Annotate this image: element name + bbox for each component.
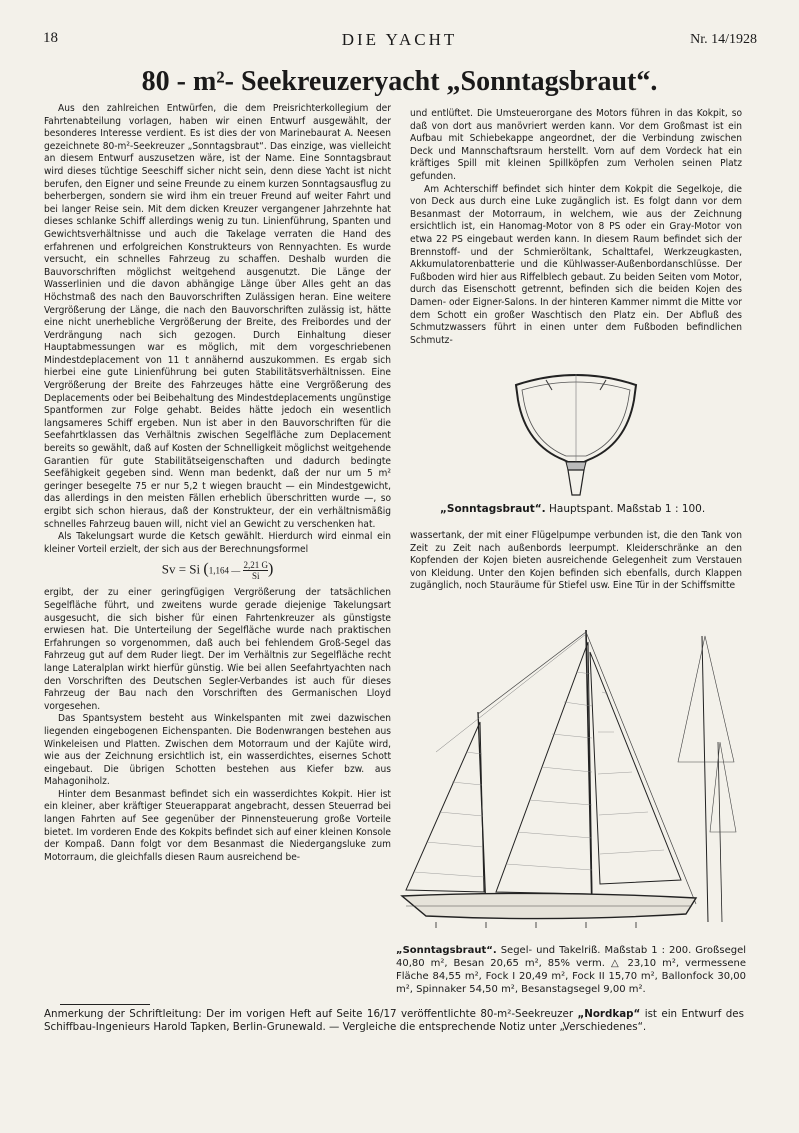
paragraph: Das Spantsystem besteht aus Winkelspanten mit zwei dazwischen liegenden eingebogenen Eichenspanten. Die Bodenwrangen bestehen aus Winkeleisen und Platten. Zwischen dem Motorraum und der Kajüte wird, wie aus der Zeichnung ersichtlich ist, ein wasserdichtes, eisernes Schott eingebaut. Die übrigen Schotten bestehen aus Kiefer bzw. aus Mahagoniholz. bbox=[44, 713, 391, 788]
paragraph: Als Takelungsart wurde die Ketsch gewählt. Hierdurch wird einmal ein kleiner Vorteil erzielt, der sich aus der Berechnungsformel bbox=[44, 531, 391, 555]
formula-denominator: Si bbox=[251, 571, 260, 582]
sail-plan-drawing bbox=[396, 622, 746, 940]
issue-number: Nr. 14/1928 bbox=[690, 32, 757, 47]
article-headline: 80 - m²- Seekreuzeryacht „Sonntagsbraut“. bbox=[141, 66, 658, 97]
paragraph: Am Achterschiff befindet sich hinter dem Kokpit die Segelkoje, die von Deck aus durch eine Luke zugänglich ist. Es folgt dann vor dem Besanmast der Motorraum, in welchem, wie aus der Zeichnung ersichtlich ist, ein Hanomag-Motor von 8 PS oder ein Gray-Motor von etwa 22 PS eingebaut werden kann. In diesem Raum befindet sich der Brennstoff- und der Schmieröltank, Schalttafel, Werkzeugkasten, Akkumulatorenbatterie und die Kühlwasser-Außenbordanschlüsse. Der Fußboden wird hier aus Riffelblech gebaut. Zu beiden Seiten vom Motor, durch das Eisenschott getrennt, befinden sich die beiden Kojen des Damen- oder Eigner-Salons. In der hinteren Kammer nimmt die Mitte vor dem Schott ein großer Waschtisch den Platz ein. Der Abfluß des Schmutzwassers führt in einen unter dem Fußboden befindlichen Schmutz- bbox=[410, 183, 742, 346]
hull-caption bbox=[440, 503, 740, 515]
sail-area-formula: Sv = Si (1,164 — $\frac{2,21 G}{Si}$ ) bbox=[161, 560, 274, 582]
footnote-bold: „Nordkap“ bbox=[577, 1008, 641, 1020]
sail-plan-caption bbox=[396, 944, 746, 996]
formula-inner: 1,164 — bbox=[208, 565, 241, 576]
hull-caption-text: Hauptspant. Maßstab 1 : 100. bbox=[549, 503, 706, 515]
left-column bbox=[44, 103, 391, 864]
page-number: 18 bbox=[43, 30, 58, 46]
formula-numerator: 2,21 G bbox=[243, 560, 268, 571]
paragraph: und entlüftet. Die Umsteuerorgane des Motors führen in das Kokpit, so daß von dort aus manövriert werden kann. Vor dem Großmast ist ein Aufbau mit Schiebekappe angeordnet, der die Verbindung zwischen Deck und Mannschaftsraum herstellt. Vorn auf dem Vordeck hat ein kräftiges Spill mit kleinen Spillköpfen zum Verholen seinen Platz gefunden. bbox=[410, 108, 742, 182]
right-column-top bbox=[410, 108, 742, 347]
footnote-tail: ist ein Entwurf des Schiffbau-Ingenieurs Harold Tapken, Berlin-Grunewald. — Vergleiche die entsprechende Notiz unter „Verschiedenes“. bbox=[44, 1008, 744, 1033]
footnote-divider bbox=[60, 1004, 150, 1005]
hull-section-drawing bbox=[506, 370, 646, 500]
journal-title: DIE YACHT bbox=[341, 30, 458, 49]
hull-caption-name: „Sonntagsbraut“. bbox=[440, 503, 546, 515]
editorial-footnote bbox=[44, 1008, 744, 1034]
footnote-lead: Anmerkung der Schriftleitung: Der im vorigen Heft auf Seite 16/17 veröffentlichte 80-m²-Seekreuzer bbox=[44, 1008, 578, 1020]
sail-caption-text: Segel- und Takelriß. Maßstab 1 : 200. Großsegel 40,80 m², Besan 20,65 m², 85% verm. △ 23,10 m², vermessene Fläche 84,55 m², Fock I 20,49 m², Fock II 15,70 m², Ballonfock 30,00 m², Spinnaker 54,50 m², Besanstagsegel 9,00 m². bbox=[396, 945, 746, 995]
paragraph: wassertank, der mit einer Flügelpumpe verbunden ist, die den Tank von Zeit zu Zeit nach außenbords leerpumpt. Kleiderschränke an den Kopfenden der Kojen bieten ausreichende Gelegenheit zum Verstauen von Kleidung. Unter den Kojen befinden sich ebenfalls, durch Klappen zugänglich, noch Stauräume für Stiefel usw. Eine Tür in der Schiffsmitte bbox=[410, 530, 742, 592]
formula-lhs: Sv = Si bbox=[161, 561, 201, 577]
paragraph: ergibt, der zu einer geringfügigen Vergrößerung der tatsächlichen Segelfläche führt, und zweitens wurde gerade diejenige Takelungsart ausgesucht, die sich bisher für einen Fahrtenkreuzer als günstigste erwiesen hat. Die Unterteilung der Segelfläche wurde nach praktischen Erfahrungen so vorgenommen, daß auch bei fehlendem Groß-Segel das Fahrzeug gut auf dem Ruder liegt. Der im Verhältnis zur Segelfläche recht lange Lateralplan wirkt hierfür günstig. Wie bei allen Seefahrtyachten nach den Vorschriften des Deutschen Segler-Verbandes ist auch für dieses Fahrzeug der Bau nach den Vorschriften des Germanischen Lloyd vorgesehen. bbox=[44, 587, 391, 712]
sail-caption-name: „Sonntagsbraut“. bbox=[396, 945, 497, 956]
paragraph: Aus den zahlreichen Entwürfen, die dem Preisrichterkollegium der Fahrtenabteilung vorlagen, haben wir einen Entwurf ausgewählt, der besonderes Interesse verdient. Es ist dies der von Marinebaurat A. Neesen gezeichnete 80-m²-Seekreuzer „Sonntagsbraut“. Das einzige, was vielleicht an diesem Entwurf auszusetzen wäre, ist der Name. Eine Sonntagsbraut wird dieses tüchtige Seeschiff sicher nicht sein, denn diese Yacht ist nicht berufen, den Eigner und seine Freunde zu einem kurzen Sonntagsausflug zu beherbergen, sondern sie wird ihm ein treuer Freund auf weiter Fahrt und bei langer Reise sein. Mit dem dicken Kreuzer vergangener Jahrzehnte hat dieses schlanke Schiff allerdings wenig zu tun. Linienführung, Spanten und Gewichtsverhältnisse und auch die Takelage verraten die Hand des erfahrenen und erfolgreichen Konstrukteurs von Rennyachten. Es wurde versucht, ein schnelles Fahrzeug zu schaffen. Deshalb wurden die Bauvorschriften möglichst weitgehend ausgenutzt. Die Länge der Wasserlinien und die davon abhängige Länge über Alles geht an das Höchstmaß des nach den Bauvorschriften Zulässigen heran. Eine weitere Vergrößerung der Länge, die nach den Bauvorschriften zulässig ist, hätte eine nicht unerhebliche Vergrößerung der Breite, des Freibordes und der Verdrängung nach sich gezogen. Durch Einhaltung dieser Hauptabmessungen war es möglich, mit dem vorgeschriebenen Mindestdeplacement von 11 t annähernd auszukommen. Es ergab sich hierbei eine gute Linienführung bei guten Stabilitätsverhältnissen. Eine Vergrößerung der Breite des Fahrzeuges hätte eine Vergrößerung des Deplacements oder bei Beibehaltung des Mindestdeplacements ungünstige Spantformen zur Folge gehabt. Beides hätte jedoch ein wesentlich langsameres Schiff ergeben. Nun ist aber in den Bauvorschriften für die Seefahrtklassen das Verhältnis zwischen Segelfläche zum Deplacement bereits so gewählt, daß auf Kosten der Schnelligkeit möglichst weitgehende Garantien für gute Stabilitätseigenschaften und dadurch bedingte Seefähigkeit gegeben sind. Wenn man bedenkt, daß der nur um 5 m² geringer besegelte 75 er nur 5,2 t wiegen braucht — ein Mindestgewicht, das allerdings in den meisten Fällen erheblich überschritten wurde —, so ergibt sich schon hieraus, daß der Konstrukteur, der ein verhältnismäßig schnelles Fahrzeug bauen will, nicht viel an Gewicht zu verschenken hat. bbox=[44, 103, 391, 530]
right-column-middle bbox=[410, 530, 742, 593]
paragraph: Hinter dem Besanmast befindet sich ein wasserdichtes Kokpit. Hier ist ein kleiner, aber kräftiger Steuerapparat angebracht, dessen Steuerrad bei langen Fahrten auf See gegenüber der Pinnensteuerung große Vorteile bietet. Im vorderen Ende des Kokpits befindet sich auf einer kleinen Konsole der Kompaß. Dann folgt vor dem Besanmast die Niedergangsluke zum Motorraum, die gleichfalls diesen Raum ausreichend be- bbox=[44, 788, 391, 863]
